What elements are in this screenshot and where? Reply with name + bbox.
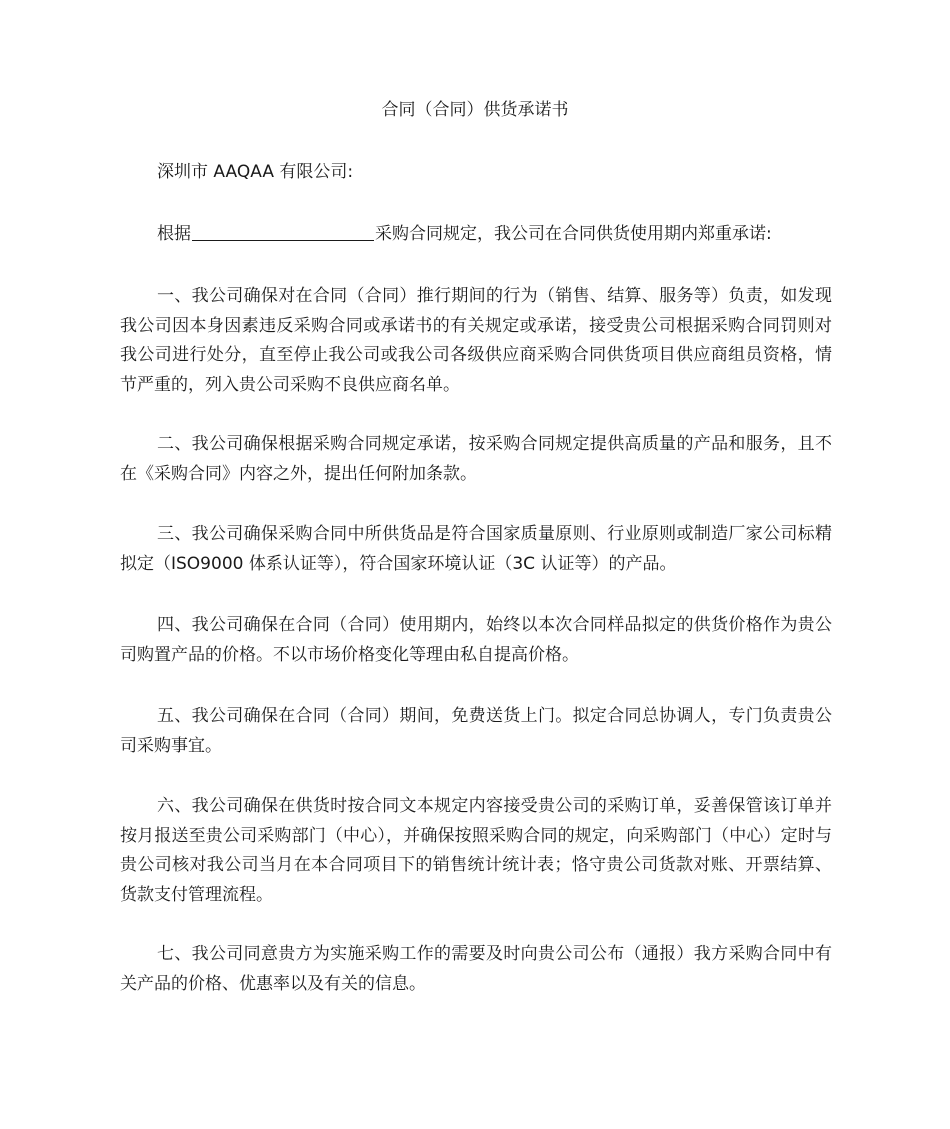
commitment-paragraph-7: 七、我公司同意贵方为实施采购工作的需要及时向贵公司公布（通报）我方采购合同中有关产品的价格、优惠率以及有关的信息。 xyxy=(120,944,832,994)
addressee-line: 深圳市 AAQAA 有限公司: xyxy=(157,162,354,182)
contract-name-blank xyxy=(192,222,374,241)
intro-suffix: 采购合同规定，我公司在合同供货使用期内郑重承诺: xyxy=(375,224,772,244)
commitment-paragraph-6: 六、我公司确保在供货时按合同文本规定内容接受贵公司的采购订单，妥善保管该订单并按月报送至贵公司采购部门（中心），并确保按照采购合同的规定，向采购部门（中心）定时与贵公司核对我公司当月在本合同项目下的销售统计统计表；恪守贵公司货款对账、开票结算、货款支付管理流程。 xyxy=(120,796,832,905)
commitment-paragraph-2: 二、我公司确保根据采购合同规定承诺，按采购合同规定提供高质量的产品和服务，且不在《采购合同》内容之外，提出任何附加条款。 xyxy=(120,434,832,484)
commitment-paragraph-4: 四、我公司确保在合同（合同）使用期内，始终以本次合同样品拟定的供货价格作为贵公司购置产品的价格。不以市场价格变化等理由私自提高价格。 xyxy=(120,615,832,665)
document-title: 合同（合同）供货承诺书 xyxy=(381,100,569,120)
commitment-paragraph-5: 五、我公司确保在合同（合同）期间，免费送货上门。拟定合同总协调人，专门负责贵公司采购事宜。 xyxy=(120,706,832,756)
intro-line xyxy=(120,220,832,250)
intro-prefix: 根据 xyxy=(157,224,191,244)
commitment-paragraph-1: 一、我公司确保对在合同（合同）推行期间的行为（销售、结算、服务等）负责，如发现我公司因本身因素违反采购合同或承诺书的有关规定或承诺，接受贵公司根据采购合同罚则对我公司进行处分，直至停止我公司或我公司各级供应商采购合同供货项目供应商组员资格，情节严重的，列入贵公司采购不良供应商名单。 xyxy=(120,286,832,395)
commitment-paragraph-3: 三、我公司确保采购合同中所供货品是符合国家质量原则、行业原则或制造厂家公司标精拟定（ISO9000 体系认证等），符合国家环境认证（3C 认证等）的产品。 xyxy=(120,524,832,574)
